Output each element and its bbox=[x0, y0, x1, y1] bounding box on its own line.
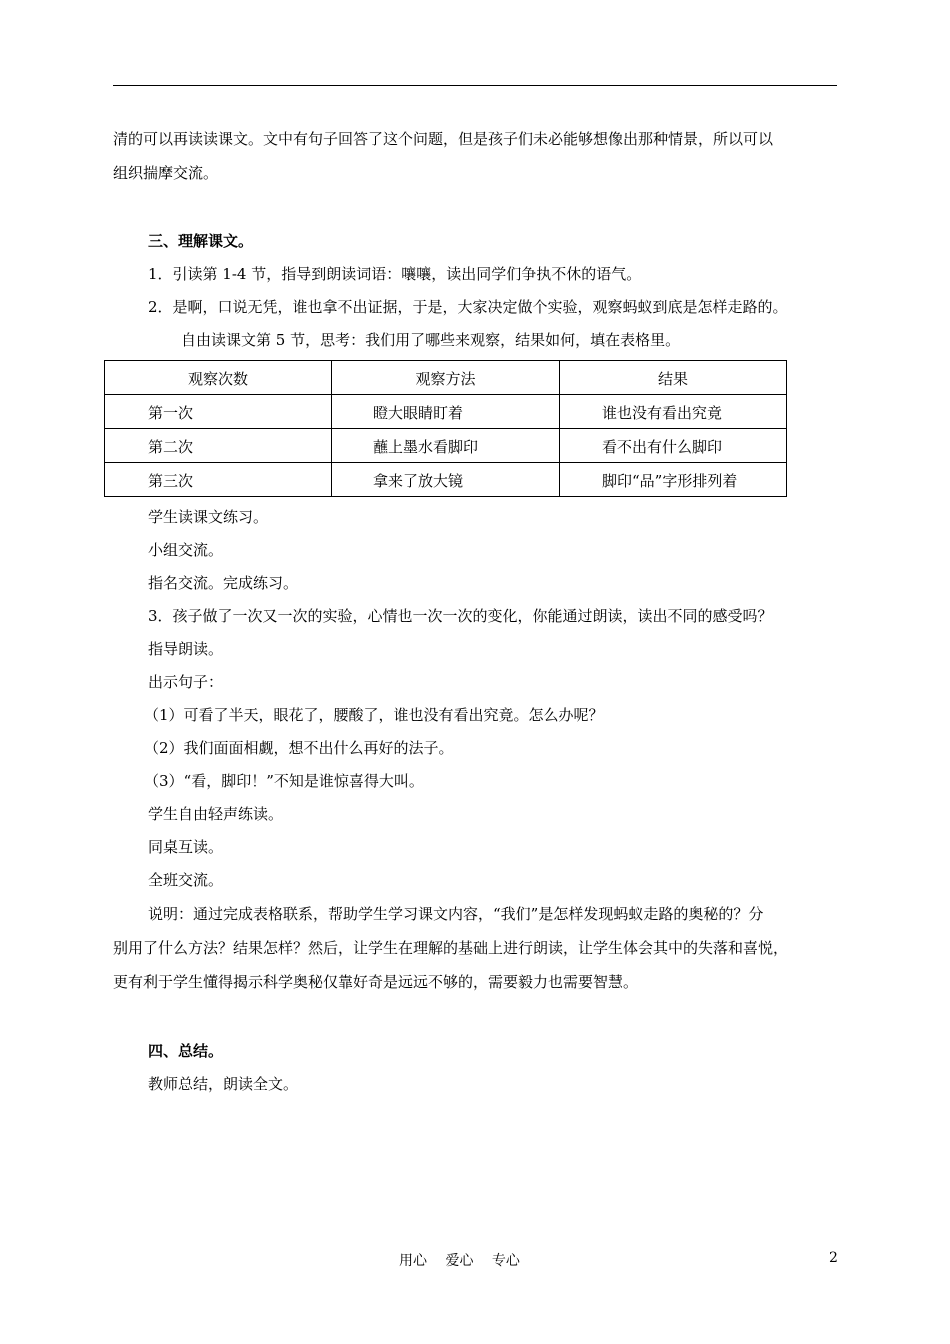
quote-line: （2）我们面面相觑，想不出什么再好的法子。 bbox=[144, 739, 454, 757]
page-number: 2 bbox=[829, 1250, 838, 1266]
table-cell: 拿来了放大镜 bbox=[332, 463, 560, 497]
note-line: 更有利于学生懂得揭示科学奥秘仅靠好奇是远远不够的，需要毅力也需要智慧。 bbox=[113, 973, 639, 991]
table-cell: 蘸上墨水看脚印 bbox=[332, 429, 560, 463]
table-cell: 第一次 bbox=[105, 395, 332, 429]
section-heading: 三、理解课文。 bbox=[148, 232, 254, 250]
observation-table bbox=[104, 360, 787, 497]
table-header-cell: 观察次数 bbox=[105, 361, 332, 395]
paragraph-line: 出示句子： bbox=[148, 673, 224, 691]
paragraph-line: 同桌互读。 bbox=[148, 838, 224, 856]
table-cell: 瞪大眼睛盯着 bbox=[332, 395, 560, 429]
quote-line: （3）“看，脚印！”不知是谁惊喜得大叫。 bbox=[144, 772, 424, 790]
table-cell: 看不出有什么脚印 bbox=[560, 429, 787, 463]
table-row bbox=[105, 395, 787, 429]
table-cell: 谁也没有看出究竟 bbox=[560, 395, 787, 429]
list-item: 自由读课文第 5 节，思考：我们用了哪些来观察，结果如何，填在表格里。 bbox=[181, 331, 681, 349]
paragraph-line: 指导朗读。 bbox=[148, 640, 224, 658]
section-heading: 四、总结。 bbox=[148, 1042, 224, 1060]
table-header-cell: 观察方法 bbox=[332, 361, 560, 395]
footer-motto: 用心 爱心 专心 bbox=[399, 1253, 520, 1269]
note-line: 说明：通过完成表格联系，帮助学生学习课文内容，“我们”是怎样发现蚂蚁走路的奥秘的？分 bbox=[148, 905, 764, 923]
paragraph-line: 学生自由轻声练读。 bbox=[148, 805, 284, 823]
table-row bbox=[105, 463, 787, 497]
table-header-cell: 结果 bbox=[560, 361, 787, 395]
paragraph-line: 学生读课文练习。 bbox=[148, 508, 269, 526]
quote-line: （1）可看了半天，眼花了，腰酸了，谁也没有看出究竟。怎么办呢？ bbox=[144, 706, 604, 724]
paragraph-line: 指名交流。完成练习。 bbox=[148, 574, 299, 592]
list-item: 2．是啊，口说无凭，谁也拿不出证据，于是，大家决定做个实验，观察蚂蚁到底是怎样走路的。 bbox=[148, 298, 788, 316]
table-row bbox=[105, 429, 787, 463]
list-item: 3．孩子做了一次又一次的实验，心情也一次一次的变化，你能通过朗读，读出不同的感受吗？ bbox=[148, 607, 773, 625]
table-cell: 脚印“品”字形排列着 bbox=[560, 463, 787, 497]
header-rule bbox=[113, 85, 837, 86]
paragraph-line: 教师总结，朗读全文。 bbox=[148, 1075, 299, 1093]
paragraph-line: 清的可以再读读课文。文中有句子回答了这个问题，但是孩子们未必能够想像出那种情景，所以可以 bbox=[113, 130, 774, 148]
paragraph-line: 组织揣摩交流。 bbox=[113, 164, 219, 182]
note-line: 别用了什么方法？结果怎样？然后，让学生在理解的基础上进行朗读，让学生体会其中的失落和喜悦， bbox=[113, 939, 789, 957]
table-cell: 第二次 bbox=[105, 429, 332, 463]
paragraph-line: 小组交流。 bbox=[148, 541, 224, 559]
list-item: 1．引读第 1-4 节，指导到朗读词语：嚷嚷，读出同学们争执不休的语气。 bbox=[148, 265, 642, 283]
table-cell: 第三次 bbox=[105, 463, 332, 497]
table-header-row bbox=[105, 361, 787, 395]
paragraph-line: 全班交流。 bbox=[148, 871, 224, 889]
